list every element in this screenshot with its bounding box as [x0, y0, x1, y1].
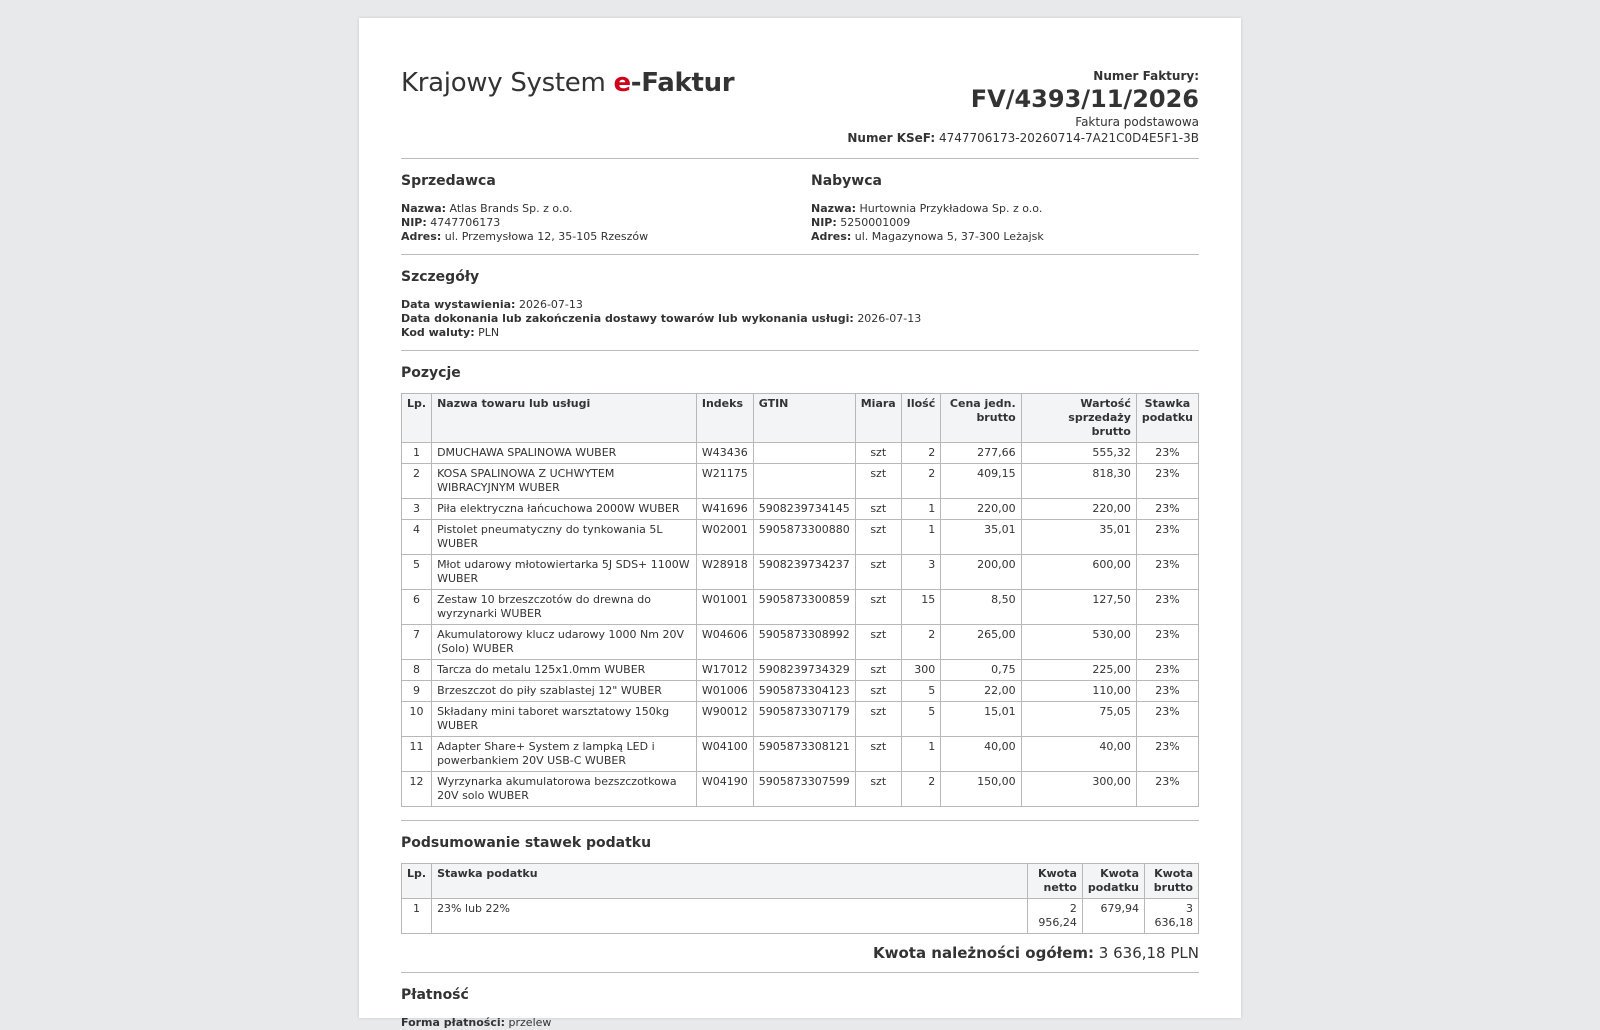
cell-unit: szt: [855, 681, 901, 702]
col-header-unit: Miara: [855, 394, 901, 443]
currency-line: [401, 326, 1199, 340]
cell-index: W43436: [696, 443, 753, 464]
seller-name-line: [401, 202, 648, 216]
cell-gross: 3 636,18: [1145, 899, 1199, 934]
cell-unit-price: 8,50: [941, 590, 1021, 625]
col-header-net: Kwota netto: [1027, 864, 1082, 899]
seller-nip-line: [401, 216, 648, 230]
issue-date-line: [401, 298, 1199, 312]
tax-summary-section: [401, 821, 1199, 934]
col-header-tax: Kwota podatku: [1082, 864, 1144, 899]
details-title: Szczegóły: [401, 269, 480, 285]
positions-body: [402, 443, 1199, 807]
cell-tax-rate: 23%: [1136, 464, 1198, 499]
cell-unit-price: 150,00: [941, 772, 1021, 807]
col-header-tax-rate: Stawka podatku: [1136, 394, 1198, 443]
cell-unit-price: 40,00: [941, 737, 1021, 772]
currency-label: Kod waluty:: [401, 326, 475, 339]
cell-gross-value: 75,05: [1021, 702, 1136, 737]
tax-summary-header-row: [402, 864, 1199, 899]
cell-unit: szt: [855, 499, 901, 520]
cell-index: W21175: [696, 464, 753, 499]
cell-gtin: [753, 443, 855, 464]
table-row: [402, 520, 1199, 555]
logo-text-part1: Krajowy System: [401, 68, 614, 98]
cell-qty: 15: [901, 590, 941, 625]
cell-name: Tarcza do metalu 125x1.0mm WUBER: [432, 660, 697, 681]
tax-summary-title: Podsumowanie stawek podatku: [401, 835, 652, 851]
cell-name: Brzeszczot do piły szablastej 12" WUBER: [432, 681, 697, 702]
table-row: [402, 772, 1199, 807]
cell-gtin: 5908239734329: [753, 660, 855, 681]
cell-gross-value: 300,00: [1021, 772, 1136, 807]
cell-index: W01001: [696, 590, 753, 625]
cell-unit: szt: [855, 772, 901, 807]
col-header-unit-price: Cena jedn. brutto: [941, 394, 1021, 443]
cell-lp: 12: [402, 772, 432, 807]
delivery-date-line: [401, 312, 1199, 326]
cell-qty: 2: [901, 443, 941, 464]
cell-name: Zestaw 10 brzeszczotów do drewna do wyrzynarki WUBER: [432, 590, 697, 625]
payment-title: Płatność: [401, 987, 469, 1003]
col-header-lp: Lp.: [402, 394, 432, 443]
cell-unit: szt: [855, 590, 901, 625]
cell-tax-rate: 23%: [1136, 520, 1198, 555]
payment-form: przelew: [508, 1016, 552, 1029]
buyer-address-label: Adres:: [811, 230, 852, 243]
cell-unit: szt: [855, 660, 901, 681]
cell-unit: szt: [855, 443, 901, 464]
currency-code: PLN: [478, 326, 500, 339]
cell-lp: 11: [402, 737, 432, 772]
invoice-type: Faktura podstawowa: [1075, 115, 1199, 129]
table-row: [402, 899, 1199, 934]
cell-gtin: 5905873308992: [753, 625, 855, 660]
cell-unit-price: 200,00: [941, 555, 1021, 590]
total-due-value: 3 636,18 PLN: [1098, 944, 1199, 962]
cell-name: Akumulatorowy klucz udarowy 1000 Nm 20V (Solo) WUBER: [432, 625, 697, 660]
cell-unit-price: 265,00: [941, 625, 1021, 660]
cell-unit: szt: [855, 464, 901, 499]
logo-text-e: e: [613, 68, 631, 98]
cell-name: Piła elektryczna łańcuchowa 2000W WUBER: [432, 499, 697, 520]
cell-lp: 3: [402, 499, 432, 520]
cell-qty: 300: [901, 660, 941, 681]
cell-unit-price: 15,01: [941, 702, 1021, 737]
table-row: [402, 702, 1199, 737]
ksef-number-label: Numer KSeF:: [847, 131, 936, 145]
cell-lp: 1: [402, 443, 432, 464]
cell-gtin: 5905873304123: [753, 681, 855, 702]
invoice-number: FV/4393/11/2026: [970, 85, 1199, 113]
cell-qty: 2: [901, 625, 941, 660]
cell-gtin: 5908239734237: [753, 555, 855, 590]
cell-tax-rate: 23% lub 22%: [432, 899, 1028, 934]
invoice-page: [359, 18, 1241, 1029]
buyer-name: Hurtownia Przykładowa Sp. z o.o.: [859, 202, 1043, 215]
cell-unit: szt: [855, 737, 901, 772]
cell-index: W17012: [696, 660, 753, 681]
cell-lp: 2: [402, 464, 432, 499]
buyer-nip-label: NIP:: [811, 216, 837, 229]
cell-gtin: [753, 464, 855, 499]
cell-gross-value: 110,00: [1021, 681, 1136, 702]
table-row: [402, 660, 1199, 681]
cell-tax: 679,94: [1082, 899, 1144, 934]
cell-gtin: 5908239734145: [753, 499, 855, 520]
cell-lp: 4: [402, 520, 432, 555]
cell-lp: 1: [402, 899, 432, 934]
buyer-address-line: [811, 230, 1044, 244]
cell-index: W01006: [696, 681, 753, 702]
cell-lp: 6: [402, 590, 432, 625]
table-row: [402, 464, 1199, 499]
cell-gross-value: 530,00: [1021, 625, 1136, 660]
spacer: [401, 807, 1199, 820]
cell-tax-rate: 23%: [1136, 499, 1198, 520]
seller-name-label: Nazwa:: [401, 202, 447, 215]
cell-gtin: 5905873307599: [753, 772, 855, 807]
ksef-number: 4747706173-20260714-7A21C0D4E5F1-3B: [938, 131, 1199, 145]
invoice-number-block: [847, 68, 1199, 146]
cell-unit-price: 409,15: [941, 464, 1021, 499]
cell-index: W90012: [696, 702, 753, 737]
cell-name: Pistolet pneumatyczny do tynkowania 5L WUBER: [432, 520, 697, 555]
total-due-label: Kwota należności ogółem:: [872, 944, 1095, 962]
total-due: [401, 934, 1199, 972]
cell-unit-price: 220,00: [941, 499, 1021, 520]
cell-gtin: 5905873307179: [753, 702, 855, 737]
table-row: [402, 737, 1199, 772]
seller-title: Sprzedawca: [401, 173, 496, 189]
logo-text-faktur: -Faktur: [630, 68, 735, 98]
cell-qty: 5: [901, 681, 941, 702]
table-row: [402, 590, 1199, 625]
col-header-gross: Kwota brutto: [1145, 864, 1199, 899]
cell-gross-value: 127,50: [1021, 590, 1136, 625]
buyer-title: Nabywca: [811, 173, 882, 189]
issue-date: 2026-07-13: [518, 298, 583, 311]
col-header-name: Nazwa towaru lub usługi: [432, 394, 697, 443]
cell-tax-rate: 23%: [1136, 443, 1198, 464]
buyer-nip-line: [811, 216, 1044, 230]
cell-tax-rate: 23%: [1136, 625, 1198, 660]
cell-qty: 3: [901, 555, 941, 590]
cell-gross-value: 220,00: [1021, 499, 1136, 520]
cell-gtin: 5905873300859: [753, 590, 855, 625]
cell-unit-price: 35,01: [941, 520, 1021, 555]
cell-unit-price: 0,75: [941, 660, 1021, 681]
cell-index: W04190: [696, 772, 753, 807]
cell-gtin: 5905873300880: [753, 520, 855, 555]
cell-tax-rate: 23%: [1136, 737, 1198, 772]
cell-tax-rate: 23%: [1136, 590, 1198, 625]
cell-qty: 2: [901, 772, 941, 807]
cell-gross-value: 35,01: [1021, 520, 1136, 555]
cell-unit: szt: [855, 520, 901, 555]
cell-gross-value: 555,32: [1021, 443, 1136, 464]
cell-tax-rate: 23%: [1136, 681, 1198, 702]
seller-name: Atlas Brands Sp. z o.o.: [449, 202, 573, 215]
tax-summary-table: [401, 863, 1199, 934]
cell-name: Młot udarowy młotowiertarka 5J SDS+ 1100W WUBER: [432, 555, 697, 590]
cell-index: W02001: [696, 520, 753, 555]
cell-name: Składany mini taboret warsztatowy 150kg WUBER: [432, 702, 697, 737]
positions-table: [401, 393, 1199, 807]
cell-gross-value: 600,00: [1021, 555, 1136, 590]
table-row: [402, 625, 1199, 660]
seller-address: ul. Przemysłowa 12, 35-105 Rzeszów: [444, 230, 649, 243]
cell-unit: szt: [855, 702, 901, 737]
cell-lp: 8: [402, 660, 432, 681]
cell-qty: 1: [901, 499, 941, 520]
table-row: [402, 499, 1199, 520]
buyer-name-line: [811, 202, 1044, 216]
cell-gross-value: 818,30: [1021, 464, 1136, 499]
cell-unit: szt: [855, 555, 901, 590]
positions-section: [401, 351, 1199, 807]
table-row: [402, 555, 1199, 590]
invoice-number-label: Numer Faktury:: [1093, 69, 1199, 83]
positions-title: Pozycje: [401, 365, 461, 381]
buyer-block: [811, 173, 1044, 244]
cell-lp: 9: [402, 681, 432, 702]
cell-unit-price: 277,66: [941, 443, 1021, 464]
cell-index: W04606: [696, 625, 753, 660]
cell-qty: 2: [901, 464, 941, 499]
cell-lp: 5: [402, 555, 432, 590]
cell-tax-rate: 23%: [1136, 702, 1198, 737]
col-header-qty: Ilość: [901, 394, 941, 443]
parties-section: [401, 159, 1199, 254]
table-row: [402, 681, 1199, 702]
cell-index: W41696: [696, 499, 753, 520]
cell-name: Wyrzynarka akumulatorowa bezszczotkowa 20V solo WUBER: [432, 772, 697, 807]
col-header-lp: Lp.: [402, 864, 432, 899]
cell-index: W04100: [696, 737, 753, 772]
invoice-content: [401, 18, 1199, 1030]
buyer-address: ul. Magazynowa 5, 37-300 Leżajsk: [854, 230, 1044, 243]
delivery-date-label: Data dokonania lub zakończenia dostawy towarów lub wykonania usługi:: [401, 312, 854, 325]
payment-form-line: [401, 1016, 1199, 1030]
col-header-gtin: GTIN: [753, 394, 855, 443]
col-header-gross-value: Wartość sprzedaży brutto: [1021, 394, 1136, 443]
details-section: [401, 255, 1199, 350]
issue-date-label: Data wystawienia:: [401, 298, 516, 311]
table-row: [402, 443, 1199, 464]
cell-name: DMUCHAWA SPALINOWA WUBER: [432, 443, 697, 464]
cell-unit: szt: [855, 625, 901, 660]
cell-net: 2 956,24: [1027, 899, 1082, 934]
buyer-nip: 5250001009: [840, 216, 911, 229]
buyer-name-label: Nazwa:: [811, 202, 857, 215]
cell-tax-rate: 23%: [1136, 772, 1198, 807]
cell-tax-rate: 23%: [1136, 660, 1198, 681]
cell-lp: 10: [402, 702, 432, 737]
cell-name: KOSA SPALINOWA Z UCHWYTEM WIBRACYJNYM WUBER: [432, 464, 697, 499]
col-header-index: Indeks: [696, 394, 753, 443]
cell-tax-rate: 23%: [1136, 555, 1198, 590]
cell-index: W28918: [696, 555, 753, 590]
seller-nip-label: NIP:: [401, 216, 427, 229]
cell-gross-value: 40,00: [1021, 737, 1136, 772]
cell-name: Adapter Share+ System z lampką LED i powerbankiem 20V USB-C WUBER: [432, 737, 697, 772]
cell-qty: 1: [901, 737, 941, 772]
ksef-logo: [401, 68, 734, 98]
ksef-number-line: [847, 130, 1199, 146]
col-header-tax-rate: Stawka podatku: [432, 864, 1028, 899]
cell-unit-price: 22,00: [941, 681, 1021, 702]
cell-gross-value: 225,00: [1021, 660, 1136, 681]
invoice-header: [401, 18, 1199, 158]
payment-section: [401, 973, 1199, 1030]
cell-lp: 7: [402, 625, 432, 660]
seller-address-label: Adres:: [401, 230, 442, 243]
cell-qty: 1: [901, 520, 941, 555]
cell-gtin: 5905873308121: [753, 737, 855, 772]
seller-nip: 4747706173: [430, 216, 501, 229]
delivery-date: 2026-07-13: [857, 312, 922, 325]
seller-block: [401, 173, 648, 244]
seller-address-line: [401, 230, 648, 244]
cell-qty: 5: [901, 702, 941, 737]
positions-header-row: [402, 394, 1199, 443]
payment-form-label: Forma płatności:: [401, 1016, 506, 1029]
